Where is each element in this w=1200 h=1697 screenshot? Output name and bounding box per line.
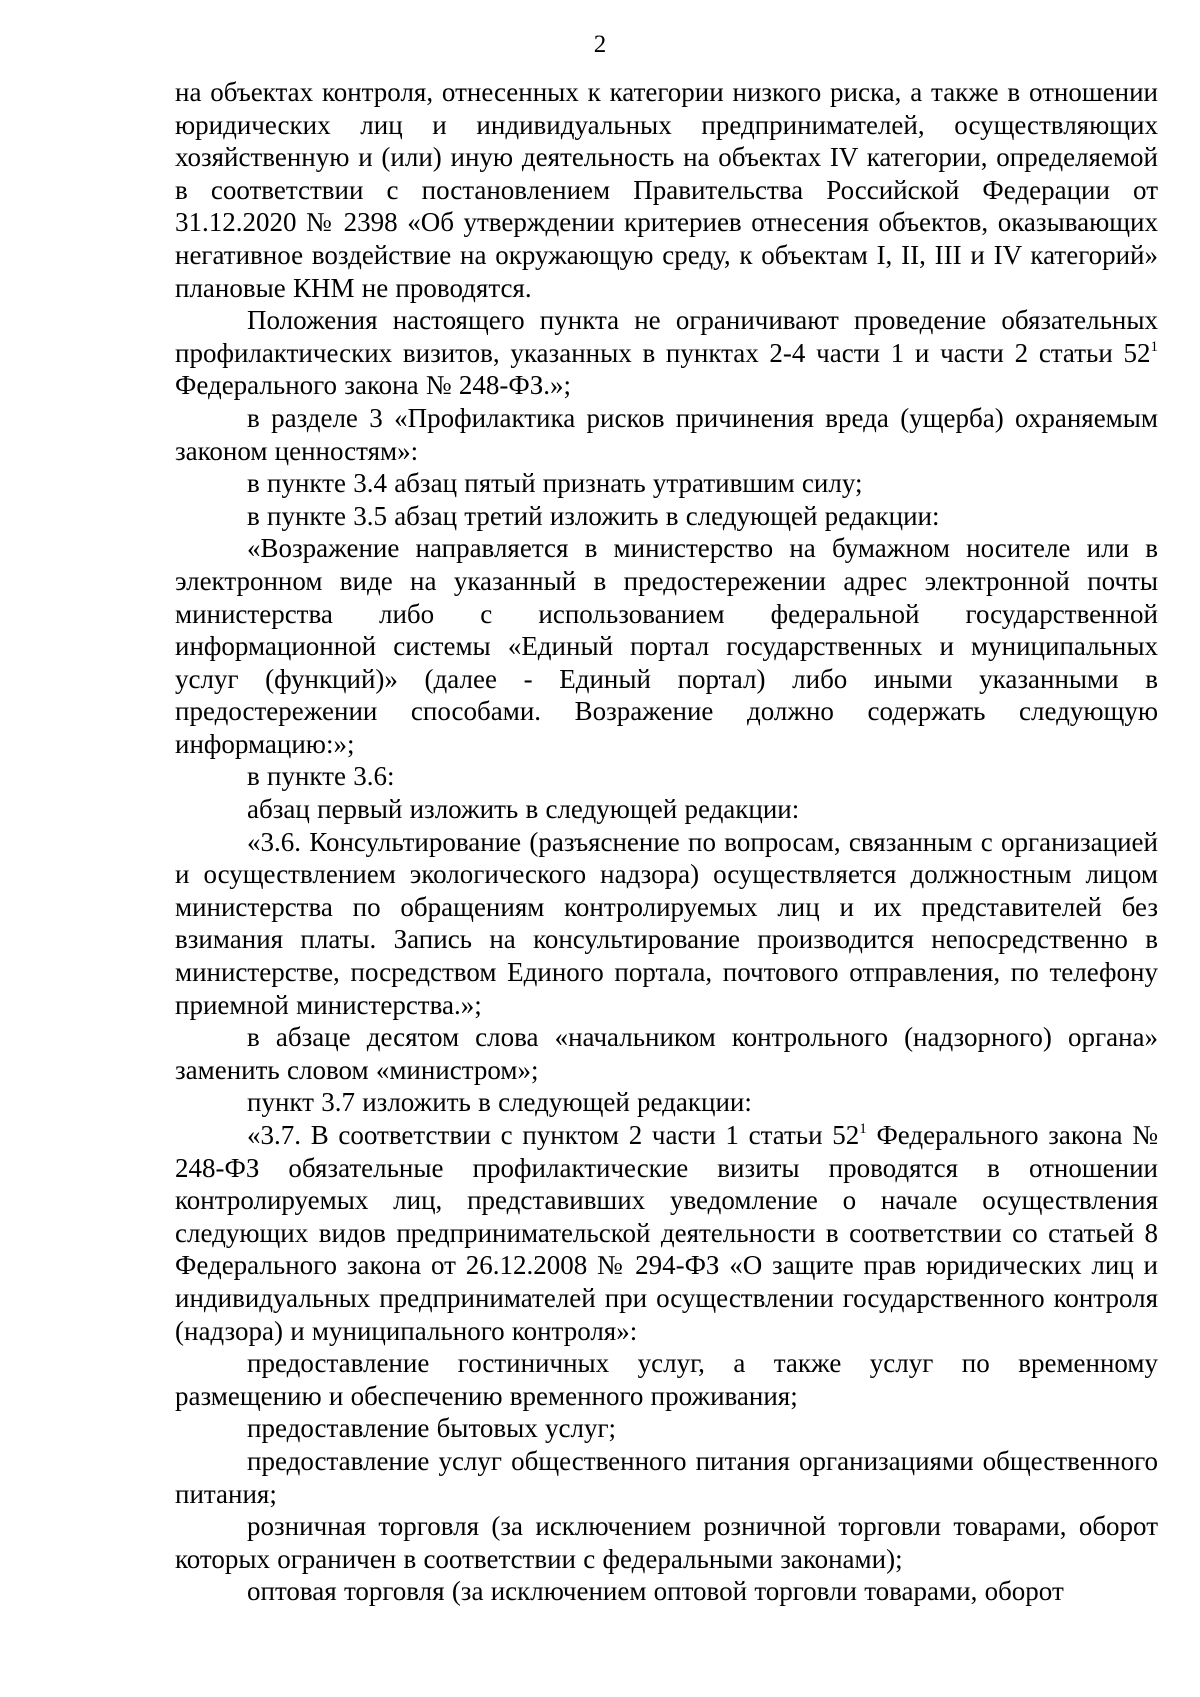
- paragraph: [175, 1086, 1158, 1119]
- paragraph-text-continued: Федерального закона № 248-ФЗ.»;: [175, 370, 571, 401]
- paragraph: [175, 402, 1158, 467]
- paragraph-text: розничная торговля (за исключением розничной торговли товарами, оборот которых ограничен в соответствии с федеральными законами);: [175, 1511, 1158, 1574]
- paragraph: [175, 1347, 1158, 1412]
- page-number: 2: [593, 31, 607, 58]
- paragraph: [175, 1021, 1158, 1086]
- paragraph-text: предоставление бытовых услуг;: [247, 1413, 617, 1444]
- paragraph-text: «3.6. Консультирование (разъяснение по вопросам, связанным с организацией и осуществлением экологического надзора) осуществляется должностным лицом министерства по обращениям контролируемых лиц и их представителей без взимания платы. Запись на консультирование производится непосредственно в министерстве, посредством Единого портала, почтового отправления, по телефону приемной министерства.»;: [175, 826, 1158, 1020]
- paragraph: [175, 500, 1158, 533]
- paragraph-text: в абзаце десятом слова «начальником контрольного (надзорного) органа» заменить словом «министром»;: [175, 1022, 1158, 1085]
- footnote-superscript: 1: [859, 1121, 867, 1137]
- paragraph: [175, 76, 1158, 304]
- paragraph-text: Положения настоящего пункта не ограничивают проведение обязательных профилактических визитов, указанных в пунктах 2-4 части 1 и части 2 статьи 52: [175, 305, 1158, 368]
- paragraph-text: в пункте 3.6:: [247, 761, 395, 792]
- paragraph-text: в пункте 3.5 абзац третий изложить в следующей редакции:: [247, 500, 940, 531]
- paragraph-text: предоставление гостиничных услуг, а также услуг по временному размещению и обеспечению временного проживания;: [175, 1348, 1158, 1411]
- paragraph: [175, 467, 1158, 500]
- paragraph: [175, 1445, 1158, 1510]
- document-body: [175, 76, 1158, 1608]
- paragraph: [175, 1575, 1158, 1608]
- paragraph: [175, 532, 1158, 760]
- paragraph: [175, 793, 1158, 826]
- paragraph: [175, 760, 1158, 793]
- paragraph-text: на объектах контроля, отнесенных к категории низкого риска, а также в отношении юридических лиц и индивидуальных предпринимателей, осуществляющих хозяйственную и (или) иную деятельность на объектах IV категории, определяемой в соответствии с постановлением Правительства Российской Федерации от 31.12.2020 № 2398 «Об утверждении критериев отнесения объектов, оказывающих негативное воздействие на окружающую среду, к объектам I, II, III и IV категорий» плановые КНМ не проводятся.: [175, 77, 1158, 303]
- paragraph: [175, 1119, 1158, 1347]
- paragraph: [175, 1412, 1158, 1445]
- paragraph-text: «3.7. В соответствии с пунктом 2 части 1 статьи 52: [247, 1120, 860, 1150]
- paragraph: [175, 1510, 1158, 1575]
- paragraph-text: «Возражение направляется в министерство на бумажном носителе или в электронном виде на указанный в предостережении адрес электронной почты министерства либо с использованием федеральной государственной информационной системы «Единый портал государственных и муниципальных услуг (функций)» (далее - Единый портал) либо иными указанными в предостережении способами. Возражение должно содержать следующую информацию:»;: [175, 533, 1158, 759]
- paragraph: [175, 304, 1158, 402]
- paragraph: [175, 826, 1158, 1022]
- paragraph-text: предоставление услуг общественного питания организациями общественного питания;: [175, 1445, 1158, 1509]
- paragraph-text: абзац первый изложить в следующей редакции:: [247, 794, 800, 825]
- footnote-superscript: 1: [1150, 338, 1158, 355]
- paragraph-text: оптовая торговля (за исключением оптовой торговли товарами, оборот: [247, 1576, 1064, 1607]
- paragraph-text: пункт 3.7 изложить в следующей редакции:: [247, 1087, 752, 1118]
- paragraph-text: в разделе 3 «Профилактика рисков причинения вреда (ущерба) охраняемым законом ценностям»:: [175, 402, 1158, 466]
- paragraph-text: в пункте 3.4 абзац пятый признать утратившим силу;: [247, 468, 863, 499]
- paragraph-text-continued: Федерального закона № 248-ФЗ обязательные профилактические визиты проводятся в отношении контролируемых лиц, представивших уведомление о начале осуществления следующих видов предпринимательской деятельности в соответствии со статьей 8 Федерального закона от 26.12.2008 № 294-ФЗ «О защите прав юридических лиц и индивидуальных предпринимателей при осуществлении государственного контроля (надзора) и муниципального контроля»:: [175, 1120, 1158, 1346]
